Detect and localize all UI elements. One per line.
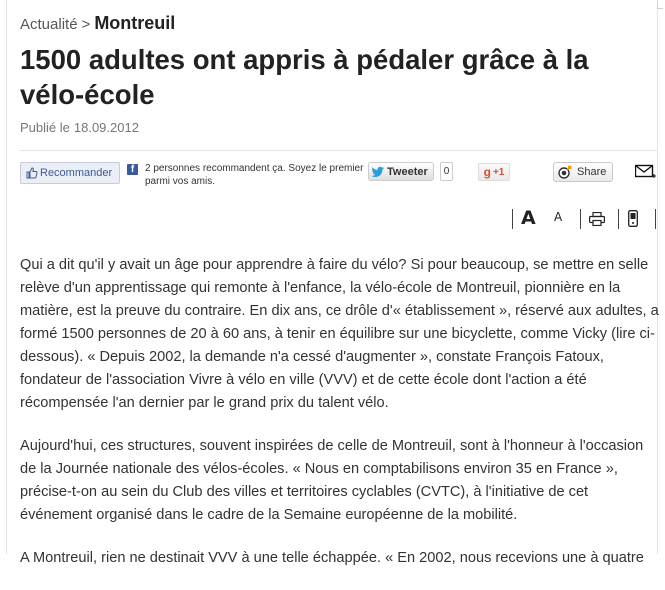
tweet-label: Tweeter xyxy=(387,165,428,178)
tweet-button[interactable] xyxy=(368,162,434,181)
google-plus-label: +1 xyxy=(492,166,505,178)
share-icon xyxy=(558,165,572,179)
share-label: Share xyxy=(577,166,607,178)
article-paragraph: Qui a dit qu'il y avait un âge pour apprendre à faire du vélo? Si pour beaucoup, se mettre en selle relève d'un apprentissage qui remonte à l'enfance, la vélo-école de Montreuil, pionnière en la matière, est la preuve du contraire. En dix ans, ce drôle d'« établissement », réservé aux adultes, a formé 1500 personnes de 20 à 60 ans, à tenir en équilibre sur une bicyclette, comme Vicky (lire ci-dessous). « Depuis 2002, la demande n'a cessé d'augmenter », constate François Fatoux, fondateur de l'association Vivre à vélo en ville (VVV) et de cette école dont l'action a été récompensée l'an dernier par le grand prix du talent vélo. xyxy=(20,257,659,411)
facebook-recommend-label: Recommander xyxy=(40,167,113,179)
page-title: 1500 adultes ont appris à pédaler grâce à la vélo-école xyxy=(20,44,589,110)
mail-icon[interactable] xyxy=(635,164,657,180)
print-icon[interactable] xyxy=(589,212,605,226)
tweet-count: 0 xyxy=(440,162,453,181)
twitter-bird-icon xyxy=(371,166,385,178)
published-label: Publié le xyxy=(20,120,70,135)
article-paragraph: A Montreuil, rien ne destinait VVV à une telle échappée. « En 2002, nous recevions une à quatre xyxy=(20,550,644,566)
google-plus-button[interactable] xyxy=(478,163,510,181)
thumbs-up-icon xyxy=(26,167,38,179)
left-border xyxy=(6,0,7,554)
published-date: 18.09.2012 xyxy=(73,120,139,135)
tool-separator xyxy=(512,209,513,229)
tool-separator xyxy=(618,209,619,229)
corner-mark xyxy=(657,3,663,9)
font-decrease-button[interactable]: A xyxy=(554,210,563,224)
tool-separator xyxy=(580,209,581,229)
article-body xyxy=(20,254,660,590)
share-button[interactable] xyxy=(553,162,613,182)
breadcrumb-separator: > xyxy=(81,16,91,33)
facebook-recommend-button[interactable] xyxy=(20,162,120,184)
published-line xyxy=(20,120,139,135)
facebook-icon: f xyxy=(127,164,138,175)
breadcrumb-current[interactable]: Montreuil xyxy=(94,13,176,33)
divider xyxy=(20,150,657,151)
google-plus-icon: g xyxy=(483,165,491,179)
font-increase-button[interactable]: A xyxy=(521,207,536,229)
facebook-recommend-text: 2 personnes recommandent ça. Soyez le premier parmi vos amis. xyxy=(145,163,364,187)
breadcrumb xyxy=(20,13,175,34)
mobile-icon[interactable] xyxy=(628,210,638,227)
tool-separator xyxy=(655,209,656,229)
article-paragraph: Aujourd'hui, ces structures, souvent inspirées de celle de Montreuil, sont à l'honneur à l'occasion de la Journée nationale des vélos-écoles. « Nous en comptabilisons environ 35 en France », précise-t-on au sein du Club des villes et territoires cyclables (CVTC), à l'initiative de cet événement organisé dans le cadre de la Semaine européenne de la mobilité. xyxy=(20,438,644,523)
breadcrumb-link-actualite[interactable]: Actualité xyxy=(20,16,78,33)
